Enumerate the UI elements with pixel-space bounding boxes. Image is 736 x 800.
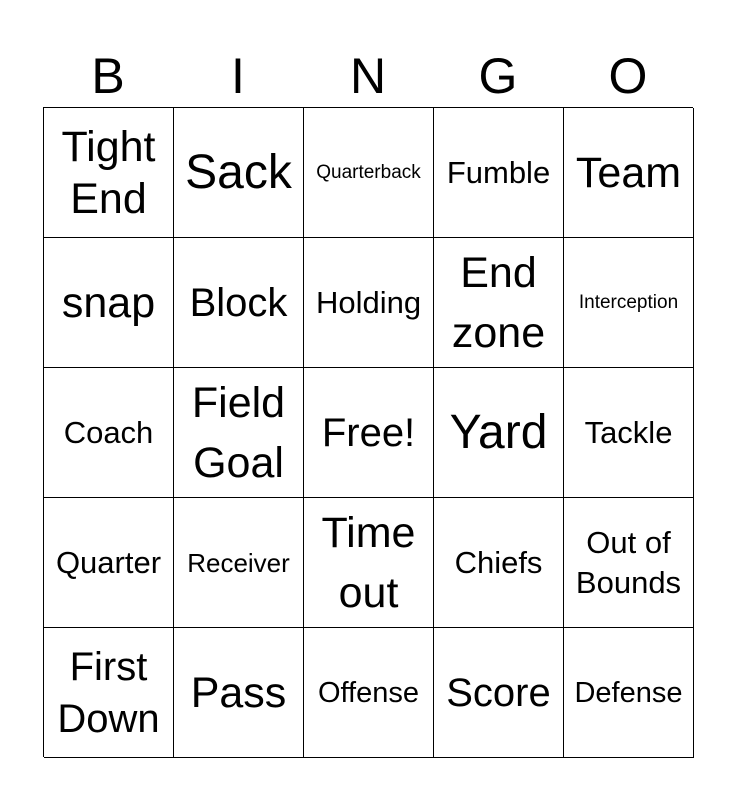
bingo-cell [174, 108, 304, 238]
cell-label: Time out [321, 508, 416, 617]
bingo-cell [174, 498, 304, 628]
bingo-cell [174, 238, 304, 368]
cell-label: Offense [317, 676, 420, 709]
bingo-cell [304, 238, 434, 368]
bingo-cell [174, 628, 304, 758]
cell-label: Field Goal [191, 378, 286, 487]
header-letter-i: I [231, 48, 245, 104]
bingo-cell [44, 238, 174, 368]
cell-label: Tight End [61, 122, 156, 223]
bingo-cell [44, 108, 174, 238]
bingo-cell [44, 498, 174, 628]
cell-label: Receiver [187, 547, 290, 578]
cell-label: Score [446, 670, 551, 715]
cell-label: Quarter [55, 545, 162, 580]
bingo-cell [564, 368, 694, 498]
bingo-cell [564, 498, 694, 628]
bingo-cell [304, 108, 434, 238]
bingo-cell [564, 628, 694, 758]
cell-label: Pass [190, 668, 287, 717]
cell-label: Free! [321, 410, 416, 455]
bingo-cell [304, 498, 434, 628]
bingo-cell [174, 368, 304, 498]
header-letter-g: G [478, 48, 518, 104]
header-letter-b: B [91, 48, 125, 104]
cell-label: Interception [578, 291, 679, 313]
cell-label: Defense [574, 676, 683, 709]
bingo-cell [434, 628, 564, 758]
bingo-cell [564, 238, 694, 368]
cell-label: Fumble [446, 155, 551, 190]
cell-label: First Down [57, 644, 160, 741]
bingo-card-grid [43, 107, 693, 757]
header-letter-o: O [608, 48, 648, 104]
cell-label: End zone [451, 248, 546, 357]
cell-label: snap [61, 278, 156, 327]
cell-label: Team [575, 148, 682, 197]
bingo-cell [434, 368, 564, 498]
cell-label: Quarterback [316, 161, 421, 183]
cell-label: Out of Bounds [575, 524, 682, 600]
bingo-cell [304, 628, 434, 758]
bingo-header [43, 44, 693, 108]
bingo-cell [304, 368, 434, 498]
cell-label: Tackle [584, 415, 673, 450]
header-letter-n: N [349, 48, 387, 104]
bingo-cell [564, 108, 694, 238]
bingo-cell [44, 368, 174, 498]
cell-label: Coach [63, 415, 154, 450]
cell-label: Sack [185, 145, 292, 199]
cell-label: Chiefs [454, 545, 543, 580]
bingo-cell [434, 238, 564, 368]
bingo-cell [44, 628, 174, 758]
cell-label: Holding [315, 285, 422, 320]
cell-label: Block [189, 280, 288, 325]
bingo-cell [434, 498, 564, 628]
bingo-cell [434, 108, 564, 238]
cell-label: Yard [449, 405, 548, 459]
